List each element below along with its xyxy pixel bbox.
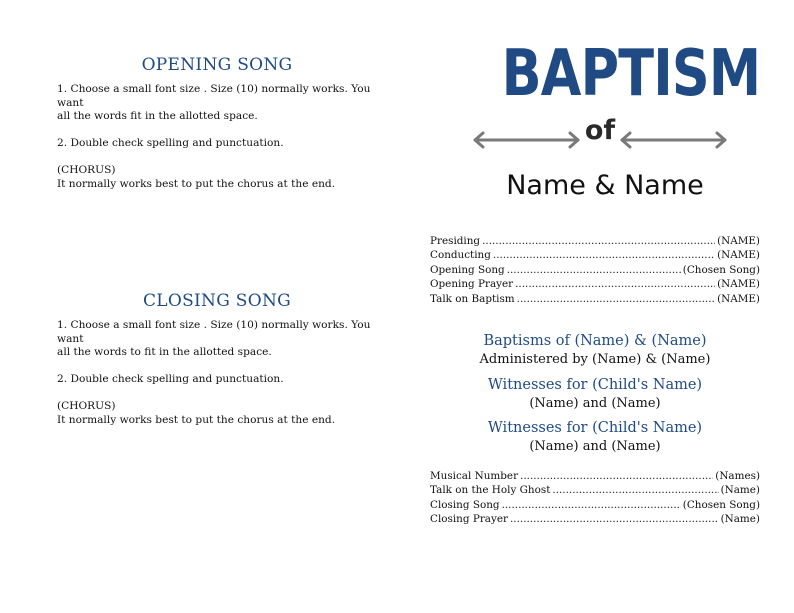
opening-song-line: It normally works best to put the chorus at the end.	[57, 177, 336, 190]
program-bottom-list	[430, 469, 760, 527]
program-value: (NAME)	[717, 292, 760, 305]
program-value: (Chosen Song)	[682, 263, 760, 276]
program-row	[430, 263, 760, 277]
program-label: Musical Number	[430, 470, 519, 482]
program-value: (Name)	[720, 513, 760, 526]
closing-song-line: all the words to fit in the allotted space.	[57, 346, 272, 358]
program-leader	[517, 292, 715, 306]
cover-names: Name & Name	[506, 170, 704, 201]
program-row	[430, 234, 760, 248]
witnesses-heading-2: Witnesses for (Child's Name)	[487, 420, 703, 436]
cover-title: BAPTISM	[501, 37, 761, 111]
closing-song-line: 1. Choose a small font size . Size (10) normally works. You want	[57, 319, 371, 345]
program-top-list	[430, 234, 760, 306]
closing-song-section	[57, 291, 377, 427]
witnesses-names-2: (Name) and (Name)	[529, 439, 661, 454]
witnesses-names-1: (Name) and (Name)	[529, 396, 661, 411]
opening-song-line: all the words fit in the allotted space.	[57, 110, 258, 122]
program-value: (NAME)	[717, 278, 760, 291]
baptisms-heading: Baptisms of (Name) & (Name)	[483, 333, 707, 349]
program-label: Talk on the Holy Ghost	[430, 484, 551, 497]
closing-song-line: It normally works best to put the chorus at the end.	[57, 413, 336, 426]
program-row	[430, 248, 760, 262]
program-label: Opening Prayer	[430, 278, 514, 291]
witnesses-heading-1: Witnesses for (Child's Name)	[487, 377, 703, 393]
program-leader	[482, 234, 715, 248]
program-label: Conducting	[430, 249, 491, 262]
opening-song-line: 2. Double check spelling and punctuation.	[57, 137, 284, 149]
program-label: Opening Song	[430, 263, 505, 276]
program-row	[430, 512, 760, 526]
opening-song-line: 1. Choose a small font size . Size (10) normally works. You want	[57, 83, 371, 109]
administered-by: Administered by (Name) & (Name)	[479, 352, 711, 367]
cover-of: of	[584, 115, 616, 146]
program-row	[430, 469, 760, 483]
opening-song-chorus-label: (CHORUS)	[57, 164, 116, 176]
closing-song-title: CLOSING SONG	[142, 291, 292, 311]
program-value: (Chosen Song)	[682, 498, 760, 511]
program-leader	[507, 263, 681, 277]
opening-song-title: OPENING SONG	[141, 55, 293, 75]
program-label: Presiding	[430, 235, 481, 247]
opening-song-section	[57, 55, 377, 191]
program-row	[430, 292, 760, 306]
program-leader	[502, 498, 681, 512]
closing-song-line: 2. Double check spelling and punctuation.	[57, 373, 284, 385]
closing-song-chorus-label: (CHORUS)	[57, 400, 116, 412]
program-leader	[493, 248, 715, 262]
program-row	[430, 483, 760, 497]
program-label: Closing Prayer	[430, 513, 508, 526]
program-leader	[520, 469, 713, 483]
program-value: (NAME)	[717, 249, 760, 262]
program-value: (Names)	[715, 470, 760, 482]
program-leader	[510, 512, 719, 526]
program-label: Closing Song	[430, 498, 500, 511]
program-label: Talk on Baptism	[430, 292, 515, 305]
baptisms-section	[430, 332, 760, 455]
program-value: (NAME)	[717, 235, 760, 247]
program-value: (Name)	[720, 484, 760, 497]
program-leader	[552, 483, 718, 497]
program-leader	[515, 277, 715, 291]
program-row	[430, 277, 760, 291]
program-row	[430, 498, 760, 512]
